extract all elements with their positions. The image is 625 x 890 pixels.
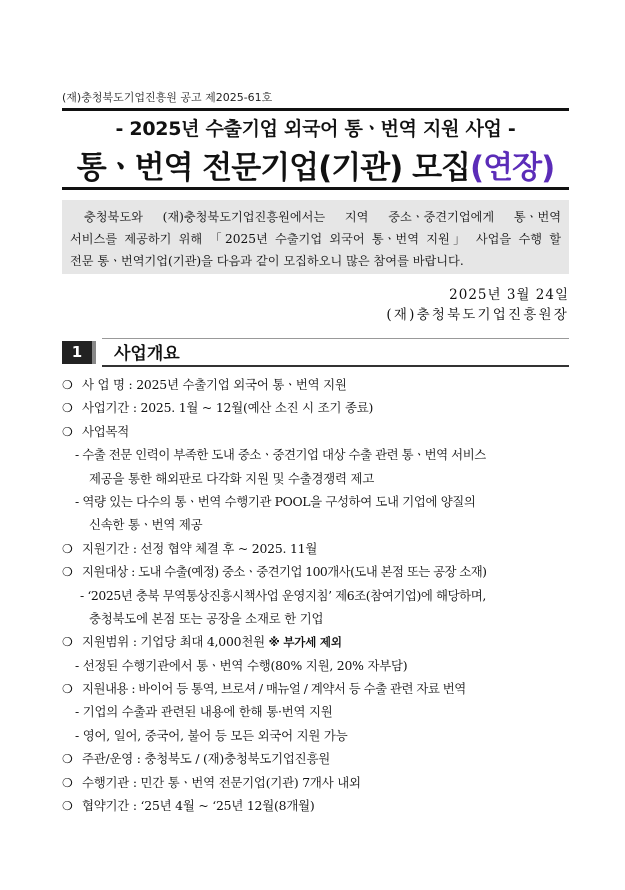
title-bottom-rule	[62, 187, 569, 190]
section-1-body	[62, 373, 576, 817]
list-item: ❍ 주관/운영 : 충청북도 / (재)충청북도기업진흥원	[62, 747, 576, 770]
list-subitem: - 수출 전문 인력이 부족한 도내 중소ㆍ중견기업 대상 수출 관련 통ㆍ번역 서비스	[75, 447, 486, 463]
announcement-date: 2025년 3월 24일	[449, 287, 569, 303]
bullet-icon: ❍	[62, 424, 73, 439]
list-item: ❍ 수행기관 : 민간 통ㆍ번역 전문기업(기관) 7개사 내외	[62, 771, 576, 794]
bullet-icon: ❍	[62, 565, 73, 580]
section-1-header	[62, 337, 569, 367]
title-top-rule	[62, 108, 569, 111]
bullet-icon: ❍	[62, 682, 73, 697]
intro-line-3: 전문 통ㆍ번역기업(기관)을 다음과 같이 모집하오니 많은 참여를 바랍니다.	[70, 254, 464, 268]
title-line-1: - 2025년 수출기업 외국어 통ㆍ번역 지원 사업 -	[115, 118, 516, 140]
bullet-icon: ❍	[62, 378, 73, 392]
section-rule	[102, 365, 569, 367]
list-item: ❍ 지원대상 : 도내 수출(예정) 중소ㆍ중견기업 100개사(도내 본점 또는 공장 소재)	[62, 560, 576, 583]
list-subitem: - 영어, 일어, 중국어, 불어 등 모든 외국어 지원 가능	[75, 727, 348, 743]
bullet-icon: ❍	[62, 752, 73, 767]
intro-line-2: 서비스를 제공하기 위해 「2025년 수출기업 외국어 통ㆍ번역 지원」 사업을 수행 할	[70, 232, 561, 246]
list-subitem: - 기업의 수출과 관련된 내용에 한해 통·번역 지원	[75, 704, 333, 720]
list-subitem: - 역량 있는 다수의 통ㆍ번역 수행기관 POOL을 구성하여 도내 기업에 양질의	[75, 493, 476, 509]
list-subitem: - ‘2025년 충북 무역통상진흥시책사업 운영지침’ 제6조(참여기업)에 해당하며,	[80, 587, 486, 603]
bullet-icon: ❍	[62, 541, 73, 556]
intro-box	[62, 200, 569, 274]
section-number: 1	[62, 341, 96, 364]
title-main: 통ㆍ번역 전문기업(기관) 모집	[76, 150, 471, 186]
list-item: ❍ 지원기간 : 선정 협약 체결 후 ~ 2025. 11월	[62, 537, 576, 560]
vat-note: ※ 부가세 제외	[268, 635, 342, 650]
notice-number: (재)충청북도기업진흥원 공고 제2025-61호	[62, 91, 273, 104]
issuer-name: (재)충청북도기업진흥원장	[386, 307, 569, 323]
intro-line-1: 충청북도와 (재)충청북도기업진흥원에서는 지역 중소ㆍ중견기업에게 통ㆍ번역	[84, 210, 561, 224]
title-highlight: (연장)	[470, 150, 555, 186]
bullet-icon: ❍	[62, 401, 73, 416]
list-subitem: - 선정된 수행기관에서 통ㆍ번역 수행(80% 지원, 20% 자부담)	[75, 657, 408, 673]
list-subitem-continuation: 신속한 통ㆍ번역 제공	[89, 517, 203, 533]
bullet-icon: ❍	[62, 799, 73, 814]
section-title: 사업개요	[114, 344, 180, 364]
list-item: ❍ 사업기간 : 2025. 1월 ~ 12월(예산 소진 시 조기 종료)	[62, 396, 576, 419]
list-item: ❍ 협약기간 : ‘25년 4월 ~ ‘25년 12월(8개월)	[62, 794, 576, 817]
list-subitem-continuation: 제공을 통한 해외판로 다각화 지원 및 수출경쟁력 제고	[89, 470, 375, 486]
bullet-icon: ❍	[62, 635, 73, 650]
list-subitem-continuation: 충청북도에 본점 또는 공장을 소재로 한 기업	[89, 610, 324, 626]
list-item: ❍ 사업목적	[62, 420, 576, 443]
bullet-icon: ❍	[62, 775, 73, 790]
title-line-2	[62, 142, 569, 187]
list-item: ❍ 지원내용 : 바이어 등 통역, 브로셔 / 매뉴얼 / 계약서 등 수출 관련 자료 번역	[62, 677, 576, 700]
list-item: ❍ 사 업 명 : 2025년 수출기업 외국어 통ㆍ번역 지원	[62, 373, 576, 396]
list-item: ❍ 지원범위 : 기업당 최대 4,000천원 ※ 부가세 제외	[62, 630, 576, 653]
